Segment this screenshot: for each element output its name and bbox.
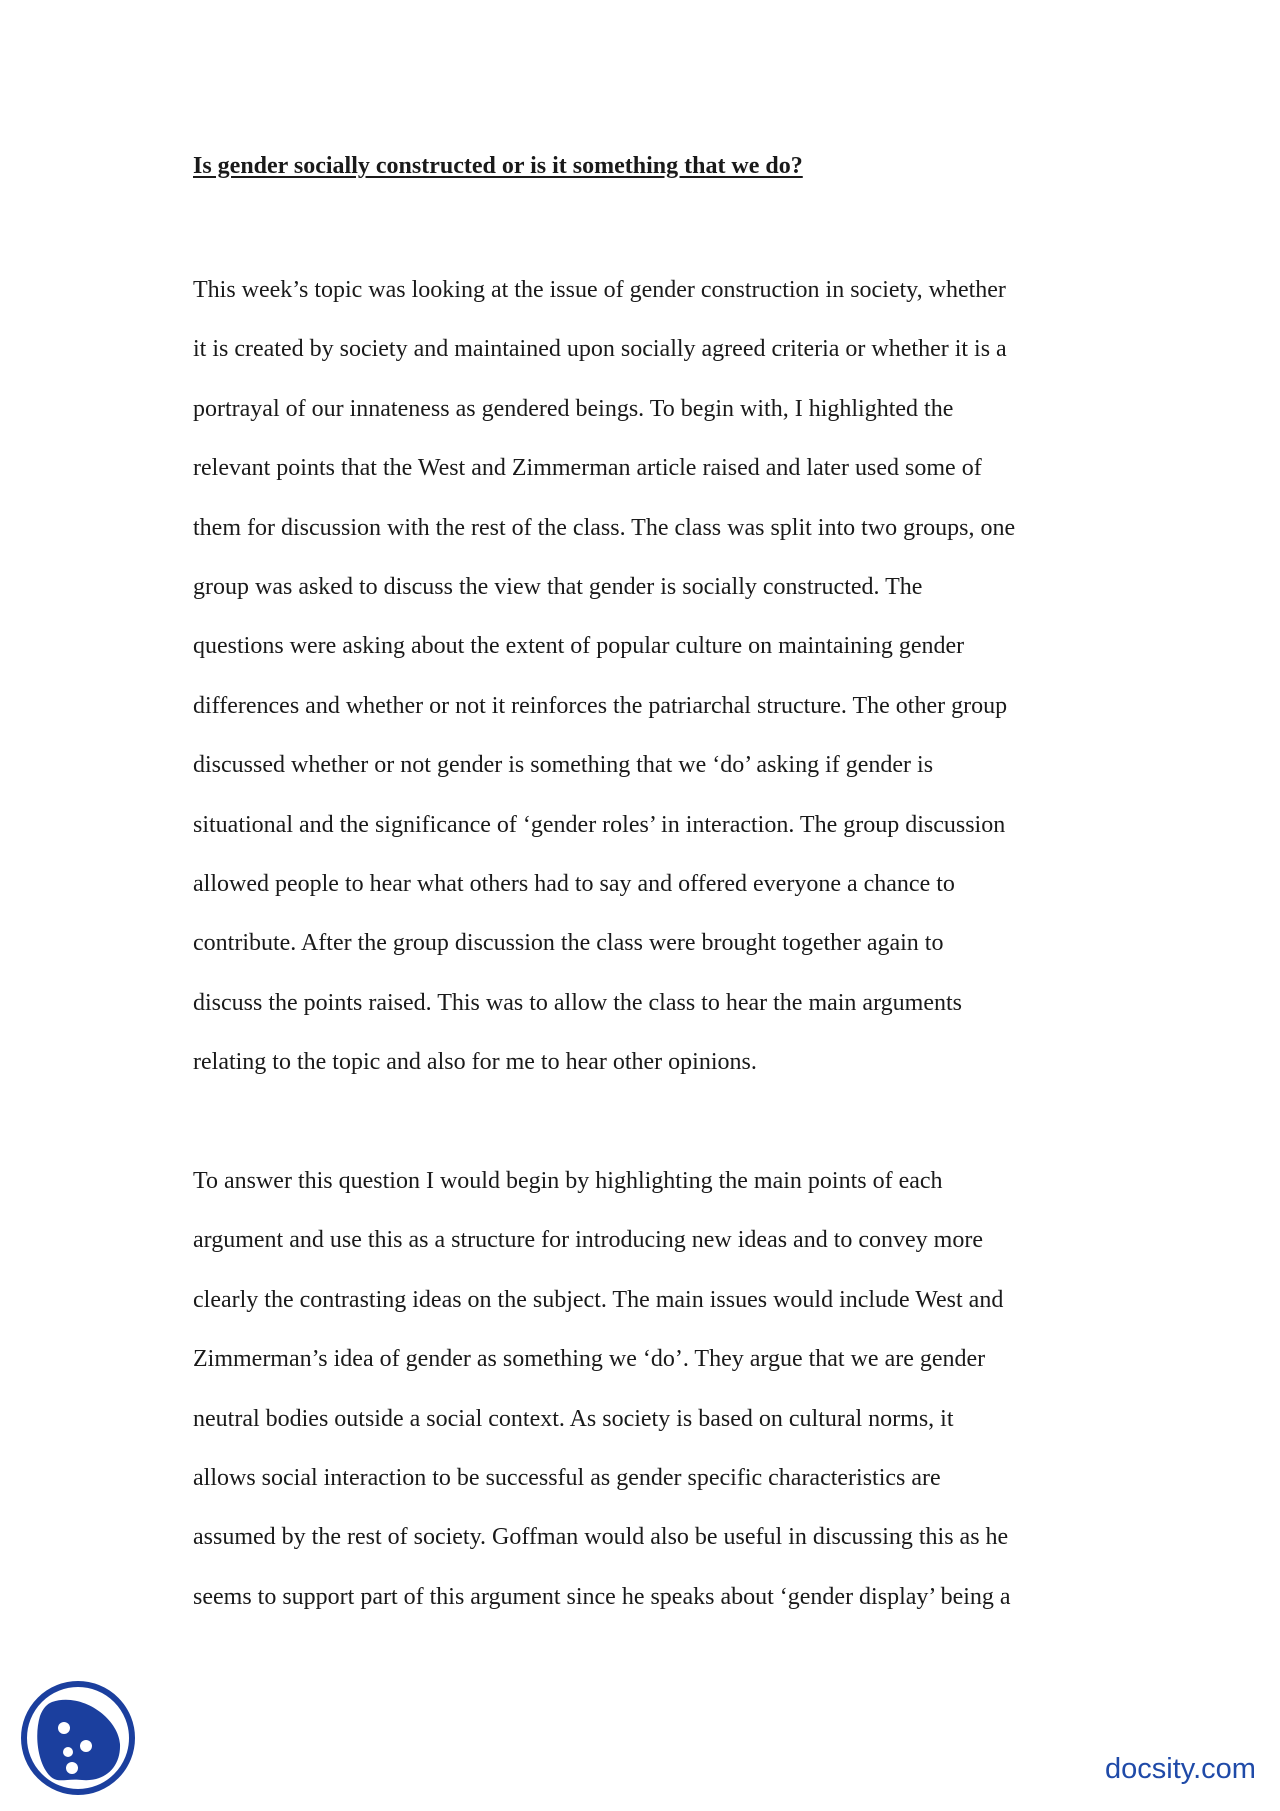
text-line: relevant points that the West and Zimmerman article raised and later used some of [193, 455, 982, 482]
paragraph-1 [193, 272, 1113, 1103]
text-line: portrayal of our innateness as gendered beings. To begin with, I highlighted the [193, 395, 954, 422]
text-line: This week’s topic was looking at the issue of gender construction in society, whether [193, 277, 1006, 303]
text-line: clearly the contrasting ideas on the subject. The main issues would include West and [193, 1286, 1004, 1313]
text-line: To answer this question I would begin by highlighting the main points of each [193, 1168, 943, 1194]
text-line: them for discussion with the rest of the class. The class was split into two groups, one [193, 514, 1016, 541]
text-line: discussed whether or not gender is something that we ‘do’ asking if gender is [193, 752, 934, 779]
text-line: questions were asking about the extent of popular culture on maintaining gender [193, 633, 965, 660]
text-line: argument and use this as a structure for introducing new ideas and to convey more [193, 1227, 983, 1254]
text-line: contribute. After the group discussion the class were brought together again to [193, 930, 944, 957]
text-line: allowed people to hear what others had to say and offered everyone a chance to [193, 870, 955, 897]
docsity-brand-text: docsity.com [1105, 1753, 1256, 1785]
text-line: seems to support part of this argument since he speaks about ‘gender display’ being a [193, 1583, 1011, 1610]
text-line: Zimmerman’s idea of gender as something we ‘do’. They argue that we are gender [193, 1346, 986, 1373]
paragraph-2 [193, 1163, 1113, 1638]
text-line: it is created by society and maintained upon socially agreed criteria or whether it is a [193, 336, 1007, 363]
text-line: neutral bodies outside a social context. As society is based on cultural norms, it [193, 1405, 954, 1432]
text-line: relating to the topic and also for me to hear other opinions. [193, 1049, 757, 1076]
text-line: group was asked to discuss the view that gender is socially constructed. The [193, 573, 923, 600]
text-line: allows social interaction to be successful as gender specific characteristics are [193, 1464, 941, 1491]
text-line: discuss the points raised. This was to allow the class to hear the main arguments [193, 989, 962, 1016]
docsity-logo-icon [20, 1680, 136, 1796]
text-line: assumed by the rest of society. Goffman would also be useful in discussing this as he [193, 1524, 1009, 1551]
text-line: situational and the significance of ‘gender roles’ in interaction. The group discussion [193, 811, 1006, 838]
text-line: differences and whether or not it reinforces the patriarchal structure. The other group [193, 692, 1008, 719]
document-title: Is gender socially constructed or is it something that we do? [193, 153, 803, 179]
